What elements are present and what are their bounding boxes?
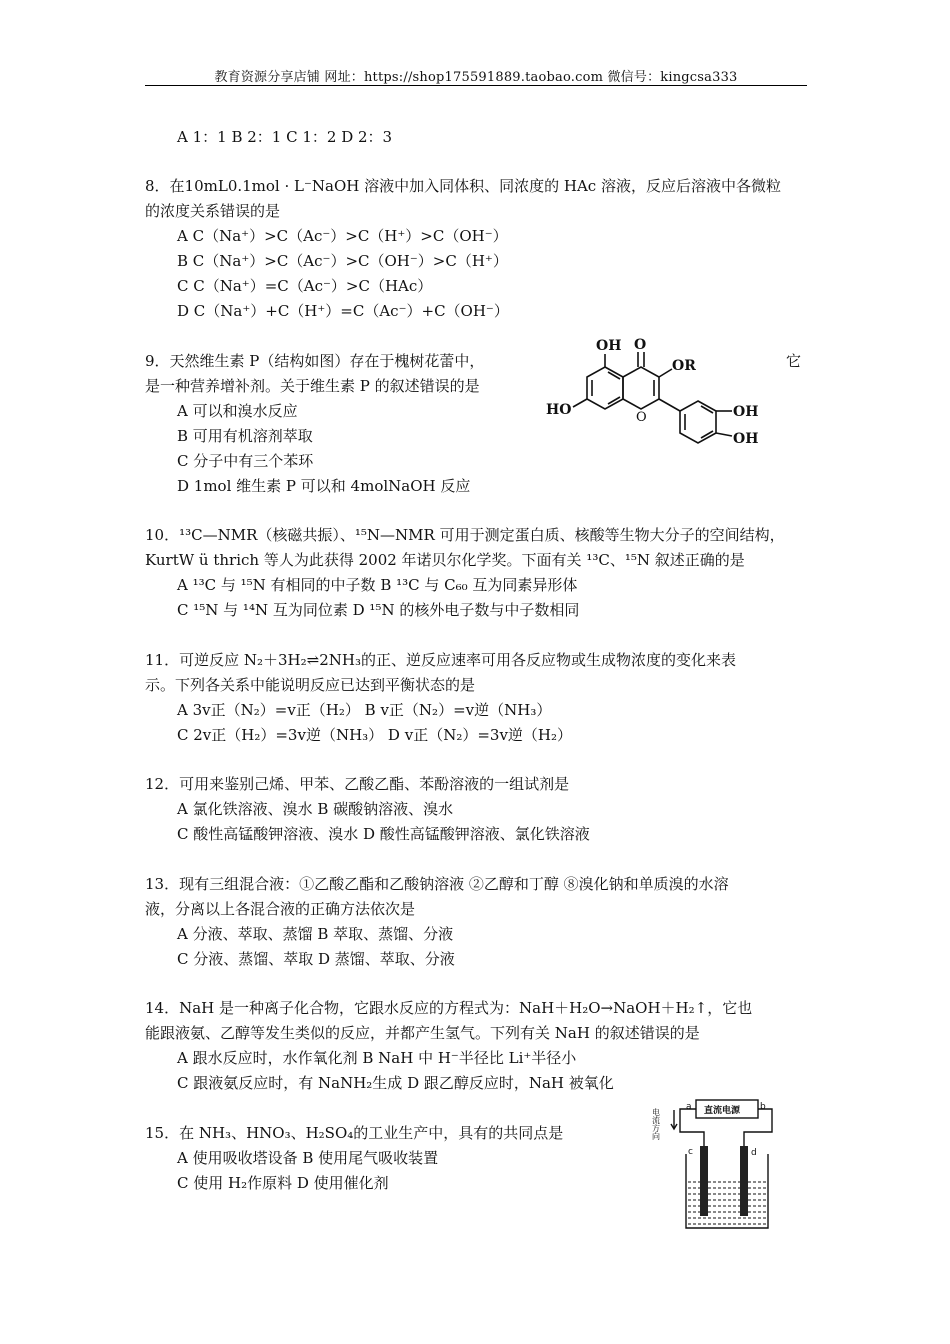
current-direction-label: 电流方向 <box>651 1108 661 1140</box>
electrode-d <box>740 1146 748 1216</box>
q14-stem-line1: 14．NaH 是一种离子化合物，它跟水反应的方程式为：NaH＋H₂O→NaOH＋H₂↑，它也 <box>145 999 753 1017</box>
electrode-c <box>700 1146 708 1216</box>
q14-options-ab: A 跟水反应时，水作氧化剂 B NaH 中 H⁻半径比 Li⁺半径小 <box>177 1049 577 1067</box>
q9-option-c: C 分子中有三个苯环 <box>177 452 314 470</box>
electrolysis-apparatus <box>651 1096 782 1236</box>
struct-label-oh-top: OH <box>596 338 622 354</box>
page-header: 教育资源分享店铺 网址：https://shop175591889.taobao.com 微信号：kingcsa333 <box>214 70 738 85</box>
q15-stem: 15．在 NH₃、HNO₃、H₂SO₄的工业生产中，具有的共同点是 <box>145 1124 564 1142</box>
terminal-b-label: b <box>760 1102 766 1112</box>
electrode-c-label: c <box>688 1147 693 1157</box>
q8-option-d: D C（Na⁺）+C（H⁺）=C（Ac⁻）+C（OH⁻） <box>177 302 509 320</box>
q8-option-b: B C（Na⁺）>C（Ac⁻）>C（OH⁻）>C（H⁺） <box>177 252 508 270</box>
q15-options-ab: A 使用吸收塔设备 B 使用尾气吸收装置 <box>177 1149 439 1167</box>
q8-option-a: A C（Na⁺）>C（Ac⁻）>C（H⁺）>C（OH⁻） <box>177 227 508 245</box>
q13-options-cd: C 分液、蒸馏、萃取 D 蒸馏、萃取、分液 <box>177 950 455 968</box>
q8-stem-line1: 8．在10mL0.1mol · L⁻NaOH 溶液中加入同体积、同浓度的 HAc 溶液，反应后溶液中各微粒 <box>145 177 781 195</box>
q15-options-cd: C 使用 H₂作原料 D 使用催化剂 <box>177 1174 389 1192</box>
q9-option-d: D 1mol 维生素 P 可以和 4molNaOH 反应 <box>177 477 471 495</box>
q12-options-cd: C 酸性高锰酸钾溶液、溴水 D 酸性高锰酸钾溶液、氯化铁溶液 <box>177 825 590 843</box>
q7-options: A 1：1 B 2：1 C 1：2 D 2：3 <box>177 128 393 146</box>
q12-options-ab: A 氯化铁溶液、溴水 B 碳酸钠溶液、溴水 <box>177 800 454 818</box>
q10-options-ab: A ¹³C 与 ¹⁵N 有相同的中子数 B ¹³C 与 C₆₀ 互为同素异形体 <box>177 576 578 594</box>
q8-option-c: C C（Na⁺）=C（Ac⁻）>C（HAc） <box>177 277 433 295</box>
struct-label-or: OR <box>672 358 696 374</box>
q9-option-a: A 可以和溴水反应 <box>177 402 298 420</box>
struct-label-ring-o: O <box>636 410 647 425</box>
q11-stem-line1: 11．可逆反应 N₂＋3H₂⇌2NH₃的正、逆反应速率可用各反应物或生成物浓度的变化来表 <box>145 651 736 669</box>
q9-stem-line1: 9．天然维生素 P（结构如图）存在于槐树花蕾中， <box>145 352 485 370</box>
q14-stem-line2: 能跟液氨、乙醇等发生类似的反应，并都产生氢气。下列有关 NaH 的叙述错误的是 <box>145 1024 700 1042</box>
terminal-a-label: a <box>686 1102 692 1112</box>
q10-options-cd: C ¹⁵N 与 ¹⁴N 互为同位素 D ¹⁵N 的核外电子数与中子数相同 <box>177 601 580 619</box>
q11-stem-line2: 示。下列各关系中能说明反应已达到平衡状态的是 <box>145 676 476 694</box>
q9-stem-line1-end: 它 <box>786 352 802 370</box>
struct-label-oh-r1: OH <box>733 404 759 420</box>
struct-label-ho: HO <box>546 402 572 418</box>
q10-stem-line2: KurtW ü thrich 等人为此获得 2002 年诺贝尔化学奖。下面有关 ¹³C、¹⁵N 叙述正确的是 <box>145 551 745 569</box>
struct-label-oh-r2: OH <box>733 431 759 447</box>
q10-stem-line1: 10．¹³C—NMR（核磁共振）、¹⁵N—NMR 可用于测定蛋白质、核酸等生物大分子的空间结构， <box>145 526 785 544</box>
q13-stem-line1: 13．现有三组混合液：①乙酸乙酯和乙酸钠溶液 ②乙醇和丁醇 ⑧溴化钠和单质溴的水溶 <box>145 875 729 893</box>
q8-stem-line2: 的浓度关系错误的是 <box>145 202 281 220</box>
power-supply-label: 直流电源 <box>704 1106 741 1116</box>
q9-option-b: B 可用有机溶剂萃取 <box>177 427 313 445</box>
q12-stem: 12．可用来鉴别己烯、甲苯、乙酸乙酯、苯酚溶液的一组试剂是 <box>145 775 570 793</box>
q9-stem-line2: 是一种营养增补剂。关于维生素 P 的叙述错误的是 <box>145 377 480 395</box>
q11-options-ab: A 3v正（N₂）=v正（H₂） B v正（N₂）=v逆（NH₃） <box>177 701 552 719</box>
vitamin-p-structure <box>540 332 780 462</box>
electrode-d-label: d <box>751 1148 757 1158</box>
q13-stem-line2: 液，分离以上各混合液的正确方法依次是 <box>145 900 416 918</box>
q14-options-cd: C 跟液氨反应时，有 NaNH₂生成 D 跟乙醇反应时，NaH 被氧化 <box>177 1074 614 1092</box>
struct-label-carbonyl-o: O <box>634 337 647 353</box>
q13-options-ab: A 分液、萃取、蒸馏 B 萃取、蒸馏、分液 <box>177 925 454 943</box>
header-rule <box>145 85 807 86</box>
q11-options-cd: C 2v正（H₂）=3v逆（NH₃） D v正（N₂）=3v逆（H₂） <box>177 726 573 744</box>
